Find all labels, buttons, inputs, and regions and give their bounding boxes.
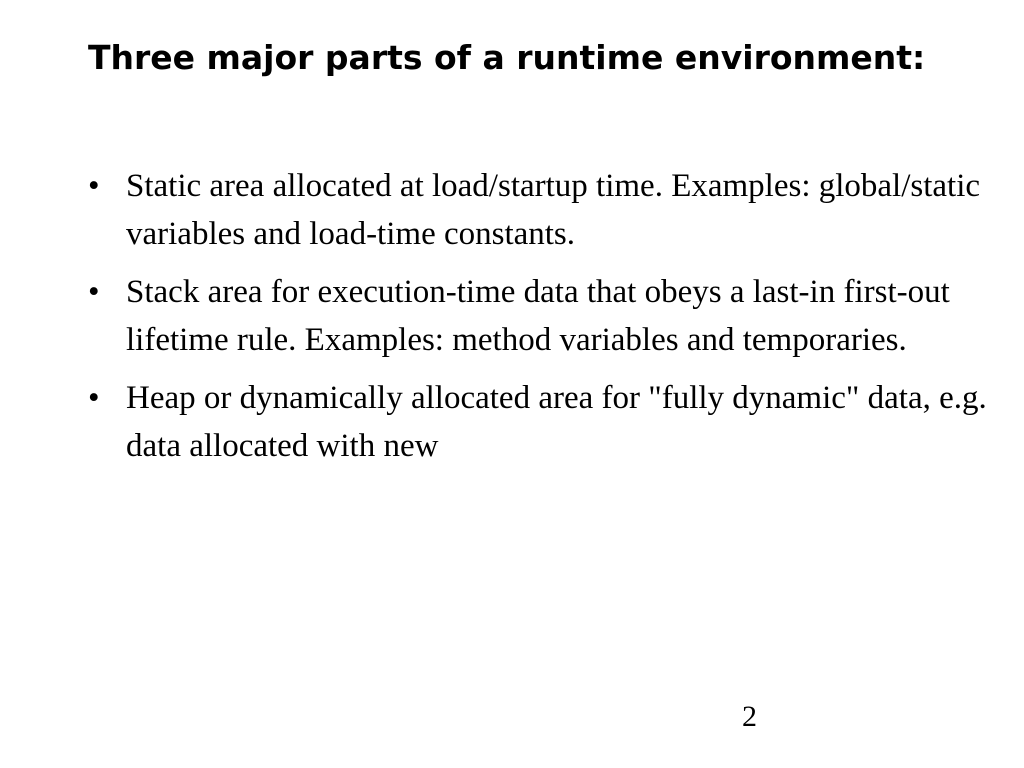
slide-title: Three major parts of a runtime environment: (88, 38, 926, 77)
page-number: 2 (742, 700, 757, 733)
bullet-item-static-area (88, 162, 988, 258)
bullet-icon: • (88, 274, 100, 310)
bullet-item-heap-area (88, 374, 988, 470)
bullet-list (88, 162, 988, 480)
bullet-item-stack-area (88, 268, 988, 364)
bullet-icon: • (88, 168, 100, 204)
bullet-text: Heap or dynamically allocated area for "fully dynamic" data, e.g. data allocated with new (126, 380, 987, 464)
bullet-icon: • (88, 380, 100, 416)
bullet-text: Static area allocated at load/startup time. Examples: global/static variables and load-time constants. (126, 168, 981, 252)
bullet-text: Stack area for execution-time data that obeys a last-in first-out lifetime rule. Examples: method variables and temporaries. (126, 274, 950, 358)
